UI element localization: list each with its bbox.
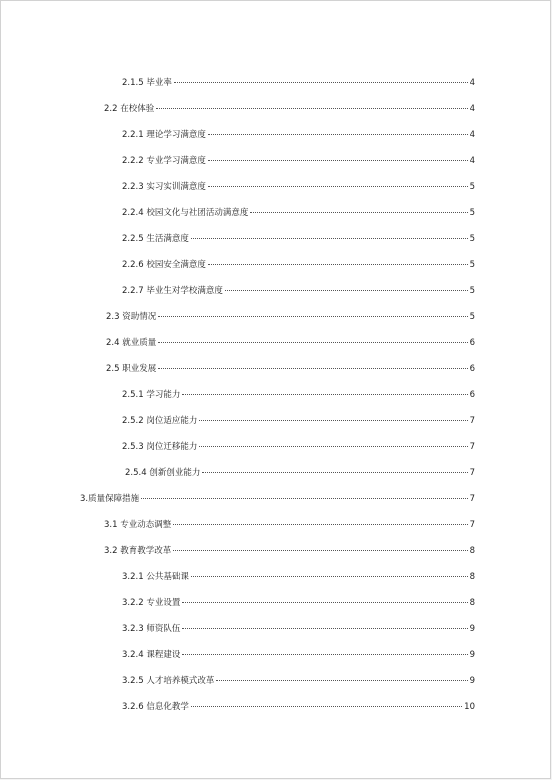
toc-leader-dots (208, 264, 468, 265)
toc-entry[interactable] (122, 232, 475, 246)
toc-entry[interactable] (122, 76, 475, 90)
toc-entry-title: 2.5.1 学习能力 (122, 390, 181, 400)
toc-entry[interactable] (122, 622, 475, 636)
toc-page-number: 9 (469, 650, 475, 660)
toc-entry[interactable] (122, 596, 475, 610)
toc-entry[interactable] (104, 544, 475, 558)
toc-entry[interactable] (122, 206, 475, 220)
toc-entry-title: 3.2.4 课程建设 (122, 650, 181, 660)
toc-entry[interactable] (122, 128, 475, 142)
toc-leader-dots (158, 342, 467, 343)
toc-page-number: 6 (469, 338, 475, 348)
toc-leader-dots (182, 394, 467, 395)
toc-entry[interactable] (80, 492, 475, 506)
toc-entry[interactable] (122, 700, 475, 714)
toc-entry-title: 2.2.2 专业学习满意度 (122, 156, 206, 166)
toc-page-number: 7 (469, 494, 475, 504)
toc-leader-dots (191, 576, 468, 577)
toc-leader-dots (173, 550, 467, 551)
toc-entry[interactable] (122, 414, 475, 428)
toc-entry[interactable] (122, 284, 475, 298)
toc-page-number: 4 (469, 156, 475, 166)
toc-page-number: 9 (469, 624, 475, 634)
toc-entry[interactable] (104, 102, 475, 116)
toc-leader-dots (141, 498, 467, 499)
toc-page-number: 7 (469, 468, 475, 478)
toc-entry-title: 2.2.3 实习实训满意度 (122, 182, 206, 192)
toc-page-number: 8 (469, 598, 475, 608)
toc-leader-dots (208, 160, 468, 161)
toc-page-number: 6 (469, 390, 475, 400)
toc-page-number: 4 (469, 104, 475, 114)
toc-page-number: 6 (469, 364, 475, 374)
toc-entry-title: 3.2.1 公共基础课 (122, 572, 189, 582)
toc-leader-dots (182, 602, 467, 603)
toc-leader-dots (216, 680, 467, 681)
toc-page-number: 5 (469, 234, 475, 244)
toc-entry-title: 2.5.3 岗位迁移能力 (122, 442, 198, 452)
toc-entry[interactable] (106, 336, 475, 350)
toc-page-number: 7 (469, 442, 475, 452)
toc-entry[interactable] (122, 154, 475, 168)
toc-entry-title: 2.2.5 生活满意度 (122, 234, 189, 244)
toc-leader-dots (174, 82, 468, 83)
toc-page-number: 4 (469, 78, 475, 88)
toc-entry-title: 3.2.5 人才培养模式改革 (122, 676, 215, 686)
toc-entry-title: 3.2.2 专业设置 (122, 598, 181, 608)
toc-entry[interactable] (122, 440, 475, 454)
toc-entry-title: 2.2.4 校园文化与社团活动满意度 (122, 208, 249, 218)
toc-entry-title: 2.2.6 校园安全满意度 (122, 260, 206, 270)
toc-entry-title: 2.3 资助情况 (106, 312, 157, 322)
toc-leader-dots (208, 134, 468, 135)
toc-leader-dots (191, 706, 462, 707)
toc-leader-dots (208, 186, 468, 187)
toc-entry[interactable] (125, 466, 475, 480)
toc-page-number: 5 (469, 182, 475, 192)
toc-leader-dots (182, 654, 467, 655)
toc-page-number: 10 (464, 702, 475, 712)
toc-leader-dots (202, 472, 467, 473)
toc-entry[interactable] (122, 180, 475, 194)
toc-leader-dots (156, 108, 467, 109)
toc-entry-title: 3.2.3 师资队伍 (122, 624, 181, 634)
toc-entry-title: 2.5.4 创新创业能力 (125, 468, 201, 478)
toc-entry-title: 2.2.7 毕业生对学校满意度 (122, 286, 223, 296)
toc-page-number: 5 (469, 312, 475, 322)
toc-page-number: 7 (469, 520, 475, 530)
toc-entry-title: 3.2 教育教学改革 (104, 546, 172, 556)
toc-leader-dots (173, 524, 467, 525)
toc-entry-title: 2.2 在校体验 (104, 104, 155, 114)
toc-leader-dots (158, 316, 467, 317)
toc-entry-title: 3.2.6 信息化教学 (122, 702, 189, 712)
toc-leader-dots (191, 238, 468, 239)
toc-page-number: 9 (469, 676, 475, 686)
toc-page-number: 4 (469, 130, 475, 140)
toc-leader-dots (199, 420, 467, 421)
toc-entry-title: 2.5 职业发展 (106, 364, 157, 374)
toc-leader-dots (182, 628, 467, 629)
toc-page-number: 5 (469, 260, 475, 270)
toc-page-number: 7 (469, 416, 475, 426)
toc-leader-dots (225, 290, 468, 291)
toc-leader-dots (199, 446, 467, 447)
toc-entry[interactable] (104, 518, 475, 532)
toc-entry-title: 2.5.2 岗位适应能力 (122, 416, 198, 426)
toc-entry-title: 2.1.5 毕业率 (122, 78, 172, 88)
toc-entry[interactable] (106, 310, 475, 324)
toc-page-number: 5 (469, 208, 475, 218)
toc-entry[interactable] (122, 648, 475, 662)
toc-entry[interactable] (122, 570, 475, 584)
toc-entry-title: 2.4 就业质量 (106, 338, 157, 348)
toc-entry-title: 2.2.1 理论学习满意度 (122, 130, 206, 140)
toc-entry-title: 3.1 专业动态调整 (104, 520, 172, 530)
toc-leader-dots (158, 368, 467, 369)
toc-entry[interactable] (106, 362, 475, 376)
toc-page-number: 5 (469, 286, 475, 296)
toc-entry[interactable] (122, 258, 475, 272)
toc-leader-dots (250, 212, 467, 213)
toc-entry[interactable] (122, 674, 475, 688)
toc-page-number: 8 (469, 572, 475, 582)
toc-entry[interactable] (122, 388, 475, 402)
toc-page-number: 8 (469, 546, 475, 556)
toc-entry-title: 3.质量保障措施 (80, 494, 140, 504)
